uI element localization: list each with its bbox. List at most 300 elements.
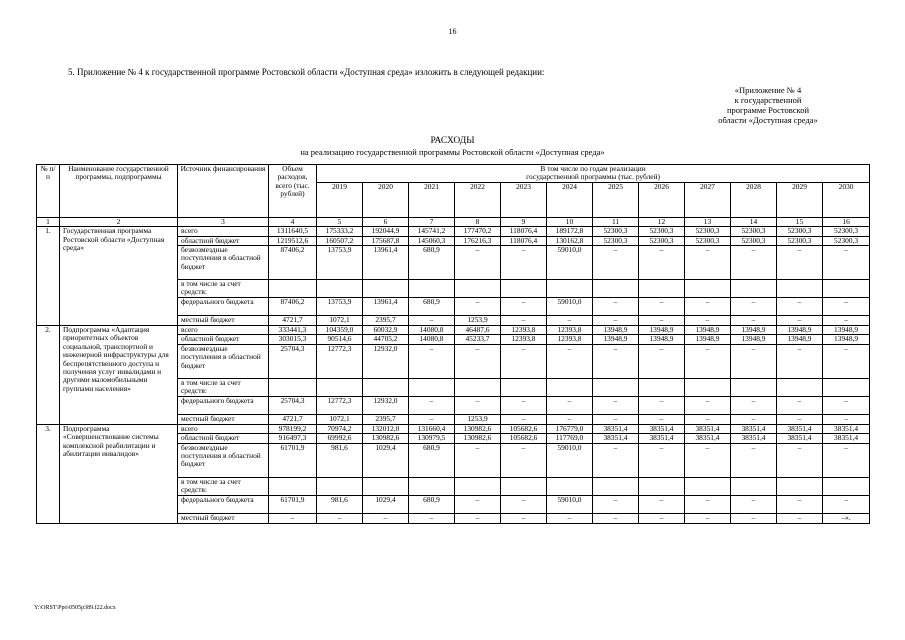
year-value-2026: – [639, 396, 685, 414]
year-value-2021: 130979,5 [409, 434, 455, 443]
year-header-2027: 2027 [685, 182, 731, 217]
year-value-2023: – [501, 344, 547, 378]
header-num: № п/п [37, 165, 60, 218]
row-number: 2. [37, 326, 60, 425]
program-name: Подпрограмма «Адаптация приоритетных объектов социальной, транспортной и инженерной инфраструктуры для беспрепятственного доступа и получения услуг инвалидами и другими маломобильными группами населения» [60, 326, 178, 425]
year-value-2028: – [731, 396, 777, 414]
year-value-2026: 13948,9 [639, 335, 685, 344]
year-value-2023: – [501, 414, 547, 424]
year-value-2029: – [777, 344, 823, 378]
year-value-2022: 177470,2 [455, 227, 501, 236]
year-value-2024: 59010,0 [547, 246, 593, 280]
table-title: РАСХОДЫ [430, 136, 475, 146]
year-value-2019: 69992,6 [317, 434, 363, 443]
year-value-2029 [777, 280, 823, 298]
year-value-2027: – [685, 246, 731, 280]
year-value-2030: – [823, 495, 870, 513]
header-row [37, 165, 870, 183]
total-value [269, 280, 317, 298]
intro-paragraph: 5. Приложение № 4 к государственной программе Ростовской области «Доступная среда» изложить в следующей редакции: [68, 67, 545, 77]
year-value-2023: 118076,4 [501, 236, 547, 245]
year-value-2021: – [409, 316, 455, 326]
year-value-2020: 1029,4 [363, 443, 409, 477]
year-value-2025: – [593, 495, 639, 513]
year-value-2025 [593, 477, 639, 495]
year-value-2020: 13961,4 [363, 298, 409, 316]
year-header-2030: 2030 [823, 182, 870, 217]
year-value-2025: – [593, 246, 639, 280]
year-value-2025: – [593, 344, 639, 378]
year-value-2029: – [777, 513, 823, 523]
year-value-2020: 2395,7 [363, 414, 409, 424]
total-value: 61701,9 [269, 495, 317, 513]
funding-source: федерального бюджета [178, 495, 269, 513]
year-value-2025 [593, 280, 639, 298]
year-value-2021: 131660,4 [409, 424, 455, 433]
year-value-2029: – [777, 396, 823, 414]
funding-source: всего [178, 424, 269, 433]
funding-source: местный бюджет [178, 513, 269, 523]
year-value-2021: 680,9 [409, 246, 455, 280]
year-value-2022: 1253,9 [455, 414, 501, 424]
year-value-2024 [547, 280, 593, 298]
year-value-2024: 59010,0 [547, 443, 593, 477]
year-value-2030: – [823, 414, 870, 424]
expenses-table [36, 164, 870, 524]
year-value-2030: –». [823, 513, 870, 523]
year-value-2028: 13948,9 [731, 326, 777, 335]
year-value-2023 [501, 477, 547, 495]
year-value-2019: 175333,2 [317, 227, 363, 236]
year-value-2025: – [593, 443, 639, 477]
year-value-2019: 13753,9 [317, 298, 363, 316]
year-value-2020: 130982,6 [363, 434, 409, 443]
header-name: Наименование государственной программы, подпрограммы [60, 165, 178, 218]
table-row [37, 227, 870, 236]
header-source: Источник финансирования [178, 165, 269, 218]
year-value-2020: 2395,7 [363, 316, 409, 326]
year-value-2021 [409, 477, 455, 495]
year-value-2025: 13948,9 [593, 326, 639, 335]
year-value-2027 [685, 280, 731, 298]
appendix-line: области «Доступная среда» [718, 115, 818, 125]
total-value: – [269, 513, 317, 523]
year-value-2019: 90514,6 [317, 335, 363, 344]
appendix-line: «Приложение № 4 [734, 85, 802, 95]
column-number: 12 [639, 217, 685, 226]
year-value-2021: 680,9 [409, 443, 455, 477]
funding-source: местный бюджет [178, 414, 269, 424]
row-number: 3. [37, 424, 60, 523]
year-value-2028: – [731, 246, 777, 280]
year-value-2026: 52300,3 [639, 227, 685, 236]
funding-source: в том числе за счет средств: [178, 477, 269, 495]
year-value-2024: 59010,0 [547, 298, 593, 316]
year-value-2024: 189172,8 [547, 227, 593, 236]
year-value-2028: – [731, 344, 777, 378]
year-value-2030: – [823, 344, 870, 378]
year-value-2029: – [777, 495, 823, 513]
year-value-2027: – [685, 513, 731, 523]
year-value-2019 [317, 477, 363, 495]
year-value-2025 [593, 378, 639, 396]
year-value-2025: – [593, 316, 639, 326]
year-value-2023 [501, 280, 547, 298]
year-value-2023: – [501, 246, 547, 280]
column-number: 5 [317, 217, 363, 226]
year-value-2029: 38351,4 [777, 434, 823, 443]
year-value-2029: 13948,9 [777, 326, 823, 335]
table-subtitle: на реализацию государственной программы Ростовской области «Доступная среда» [300, 147, 605, 157]
year-value-2024: 12393,8 [547, 335, 593, 344]
funding-source: безвозмездные поступления в областной бюджет [178, 344, 269, 378]
year-value-2025: 52300,3 [593, 227, 639, 236]
total-value: 1219512,6 [269, 236, 317, 245]
year-value-2019: 1072,1 [317, 414, 363, 424]
column-number: 11 [593, 217, 639, 226]
year-value-2019: 981,6 [317, 495, 363, 513]
total-value: 1311640,5 [269, 227, 317, 236]
year-value-2021: 145060,3 [409, 236, 455, 245]
year-value-2025: – [593, 414, 639, 424]
appendix-header [698, 85, 838, 125]
page-number: 16 [448, 27, 457, 36]
year-value-2026: – [639, 298, 685, 316]
year-value-2027: 13948,9 [685, 326, 731, 335]
year-value-2028: 38351,4 [731, 424, 777, 433]
year-value-2020: 192044,9 [363, 227, 409, 236]
column-number: 15 [777, 217, 823, 226]
column-number: 7 [409, 217, 455, 226]
year-value-2027 [685, 378, 731, 396]
year-value-2028: – [731, 495, 777, 513]
year-value-2027: 52300,3 [685, 236, 731, 245]
year-value-2028: – [731, 443, 777, 477]
year-value-2021: 680,9 [409, 298, 455, 316]
column-number: 1 [37, 217, 60, 226]
year-value-2020 [363, 280, 409, 298]
year-value-2020: 175687,8 [363, 236, 409, 245]
header-total: Объем расходов, всего (тыс. рублей) [269, 165, 317, 218]
total-value [269, 477, 317, 495]
year-value-2026: – [639, 495, 685, 513]
year-value-2024: 12393,8 [547, 326, 593, 335]
column-number: 9 [501, 217, 547, 226]
year-value-2023: – [501, 513, 547, 523]
year-value-2023: 12393,8 [501, 335, 547, 344]
year-value-2025: 38351,4 [593, 424, 639, 433]
funding-source: областной бюджет [178, 236, 269, 245]
year-value-2020: 44705,2 [363, 335, 409, 344]
year-value-2022: – [455, 396, 501, 414]
year-value-2022: 130982,6 [455, 434, 501, 443]
year-value-2020: 12932,0 [363, 396, 409, 414]
year-value-2022: 45233,7 [455, 335, 501, 344]
year-value-2028: 52300,3 [731, 227, 777, 236]
year-value-2030: 38351,4 [823, 434, 870, 443]
year-value-2026: 38351,4 [639, 434, 685, 443]
year-value-2022: – [455, 246, 501, 280]
year-value-2019: 104359,0 [317, 326, 363, 335]
year-value-2030: 38351,4 [823, 424, 870, 433]
year-value-2028: – [731, 298, 777, 316]
program-name: Государственная программа Ростовской области «Доступная среда» [60, 227, 178, 326]
year-value-2023: 105682,6 [501, 434, 547, 443]
year-value-2027: 52300,3 [685, 227, 731, 236]
year-value-2026: 13948,9 [639, 326, 685, 335]
total-value: 25704,3 [269, 396, 317, 414]
year-header-2028: 2028 [731, 182, 777, 217]
year-header-2025: 2025 [593, 182, 639, 217]
funding-source: местный бюджет [178, 316, 269, 326]
year-value-2030: 52300,3 [823, 236, 870, 245]
year-value-2030: 13948,9 [823, 326, 870, 335]
year-value-2022: 130982,6 [455, 424, 501, 433]
year-value-2030: – [823, 298, 870, 316]
year-value-2024 [547, 378, 593, 396]
year-value-2028 [731, 280, 777, 298]
year-value-2024: – [547, 316, 593, 326]
year-value-2029 [777, 477, 823, 495]
year-value-2028: 52300,3 [731, 236, 777, 245]
appendix-line: программе Ростовской [726, 105, 810, 115]
year-value-2028: – [731, 414, 777, 424]
year-value-2023: – [501, 495, 547, 513]
year-value-2024 [547, 477, 593, 495]
funding-source: в том числе за счет средств: [178, 378, 269, 396]
funding-source: в том числе за счет средств: [178, 280, 269, 298]
year-value-2021 [409, 280, 455, 298]
year-value-2027 [685, 477, 731, 495]
year-value-2028: – [731, 513, 777, 523]
year-value-2024: – [547, 513, 593, 523]
column-number: 3 [178, 217, 269, 226]
year-value-2026: – [639, 443, 685, 477]
year-value-2030 [823, 280, 870, 298]
year-value-2022 [455, 378, 501, 396]
year-value-2027: – [685, 344, 731, 378]
row-number: 1. [37, 227, 60, 326]
year-value-2028 [731, 378, 777, 396]
year-value-2030 [823, 378, 870, 396]
column-number: 14 [731, 217, 777, 226]
column-number: 2 [60, 217, 178, 226]
year-value-2029: – [777, 414, 823, 424]
table-row [37, 326, 870, 335]
year-value-2028 [731, 477, 777, 495]
year-value-2027: – [685, 443, 731, 477]
year-value-2029: – [777, 298, 823, 316]
year-value-2022: 1253,9 [455, 316, 501, 326]
year-value-2029: – [777, 443, 823, 477]
column-number: 6 [363, 217, 409, 226]
year-value-2025: 13948,9 [593, 335, 639, 344]
year-value-2024: 59010,0 [547, 495, 593, 513]
year-header-2023: 2023 [501, 182, 547, 217]
year-value-2023: – [501, 316, 547, 326]
year-value-2023: 118076,4 [501, 227, 547, 236]
year-value-2020: 12932,0 [363, 344, 409, 378]
total-value: 303015,3 [269, 335, 317, 344]
year-value-2026 [639, 477, 685, 495]
year-value-2026: – [639, 513, 685, 523]
year-value-2027: 38351,4 [685, 424, 731, 433]
year-value-2024: 176779,0 [547, 424, 593, 433]
year-value-2026 [639, 280, 685, 298]
year-value-2029: 38351,4 [777, 424, 823, 433]
year-value-2021 [409, 378, 455, 396]
column-number: 13 [685, 217, 731, 226]
funding-source: областной бюджет [178, 434, 269, 443]
year-header-2019: 2019 [317, 182, 363, 217]
year-value-2019 [317, 378, 363, 396]
year-value-2028: 13948,9 [731, 335, 777, 344]
year-value-2030 [823, 477, 870, 495]
column-numbers-row [37, 217, 870, 226]
year-value-2019: 12772,3 [317, 344, 363, 378]
year-value-2025: 52300,3 [593, 236, 639, 245]
year-header-2024: 2024 [547, 182, 593, 217]
funding-source: всего [178, 326, 269, 335]
year-value-2021: 145741,2 [409, 227, 455, 236]
year-value-2029: 52300,3 [777, 227, 823, 236]
year-value-2027: 13948,9 [685, 335, 731, 344]
year-value-2027: 38351,4 [685, 434, 731, 443]
year-value-2019: 981,6 [317, 443, 363, 477]
year-value-2025: 38351,4 [593, 434, 639, 443]
year-value-2030: – [823, 246, 870, 280]
year-value-2020: 132012,0 [363, 424, 409, 433]
year-value-2026: – [639, 344, 685, 378]
total-value: 4721,7 [269, 414, 317, 424]
year-value-2023: 105682,6 [501, 424, 547, 433]
year-value-2026: – [639, 246, 685, 280]
year-value-2020 [363, 477, 409, 495]
year-value-2030: – [823, 396, 870, 414]
total-value: 87406,2 [269, 298, 317, 316]
year-value-2020: – [363, 513, 409, 523]
program-name: Подпрограмма «Совершенствование системы комплексной реабилитации и абилитации инвалидов» [60, 424, 178, 523]
year-value-2022: – [455, 443, 501, 477]
funding-source: областной бюджет [178, 335, 269, 344]
funding-source: федерального бюджета [178, 396, 269, 414]
year-value-2021: – [409, 414, 455, 424]
year-value-2024: 117769,0 [547, 434, 593, 443]
year-value-2027: – [685, 414, 731, 424]
year-header-2022: 2022 [455, 182, 501, 217]
funding-source: федерального бюджета [178, 298, 269, 316]
year-value-2020 [363, 378, 409, 396]
year-value-2027: – [685, 298, 731, 316]
year-value-2023: – [501, 443, 547, 477]
year-value-2029 [777, 378, 823, 396]
funding-source: всего [178, 227, 269, 236]
year-value-2023: – [501, 396, 547, 414]
year-value-2022: – [455, 298, 501, 316]
column-number: 4 [269, 217, 317, 226]
year-value-2029: 13948,9 [777, 335, 823, 344]
year-value-2019: 12772,3 [317, 396, 363, 414]
year-header-2020: 2020 [363, 182, 409, 217]
year-value-2027: – [685, 316, 731, 326]
year-value-2029: – [777, 246, 823, 280]
year-value-2022: 176216,3 [455, 236, 501, 245]
year-value-2026: – [639, 316, 685, 326]
table-row [37, 424, 870, 433]
year-value-2019: 70974,2 [317, 424, 363, 433]
year-value-2023: 12393,8 [501, 326, 547, 335]
year-value-2022: – [455, 344, 501, 378]
year-value-2021: – [409, 396, 455, 414]
year-value-2019: – [317, 513, 363, 523]
year-value-2027: – [685, 396, 731, 414]
year-value-2030: – [823, 443, 870, 477]
year-value-2026 [639, 378, 685, 396]
year-value-2026: – [639, 414, 685, 424]
year-value-2029: 52300,3 [777, 236, 823, 245]
column-number: 8 [455, 217, 501, 226]
year-value-2030: – [823, 316, 870, 326]
total-value: 87406,2 [269, 246, 317, 280]
year-value-2022: – [455, 495, 501, 513]
year-value-2021: – [409, 344, 455, 378]
year-value-2025: – [593, 396, 639, 414]
year-value-2020: 1029,4 [363, 495, 409, 513]
year-value-2022: – [455, 513, 501, 523]
total-value: 4721,7 [269, 316, 317, 326]
year-value-2021: – [409, 513, 455, 523]
year-value-2020: 13961,4 [363, 246, 409, 280]
year-header-2021: 2021 [409, 182, 455, 217]
year-value-2026: 38351,4 [639, 424, 685, 433]
column-number: 16 [823, 217, 870, 226]
funding-source: безвозмездные поступления в областной бюджет [178, 443, 269, 477]
year-header-2029: 2029 [777, 182, 823, 217]
year-value-2022 [455, 477, 501, 495]
column-number: 10 [547, 217, 593, 226]
year-value-2022: 46487,6 [455, 326, 501, 335]
year-value-2020: 60032,9 [363, 326, 409, 335]
year-value-2030: 52300,3 [823, 227, 870, 236]
total-value [269, 378, 317, 396]
year-value-2027: – [685, 495, 731, 513]
year-value-2024: – [547, 414, 593, 424]
year-value-2019: 1072,1 [317, 316, 363, 326]
total-value: 916497,3 [269, 434, 317, 443]
funding-source: безвозмездные поступления в областной бюджет [178, 246, 269, 280]
year-value-2024: – [547, 344, 593, 378]
year-value-2026: 52300,3 [639, 236, 685, 245]
header-years-group: В том числе по годам реализации государственной программы (тыс. рублей) [317, 165, 870, 183]
file-path-footer: Y:\ORST\Ppo\0505p389.f22.docx [34, 605, 116, 611]
year-value-2028: 38351,4 [731, 434, 777, 443]
year-value-2019 [317, 280, 363, 298]
year-value-2024: – [547, 396, 593, 414]
year-value-2028: – [731, 316, 777, 326]
total-value: 978199,2 [269, 424, 317, 433]
year-value-2023 [501, 378, 547, 396]
year-value-2030: 13948,9 [823, 335, 870, 344]
year-value-2021: 680,9 [409, 495, 455, 513]
year-value-2021: 14080,8 [409, 326, 455, 335]
year-value-2029: – [777, 316, 823, 326]
total-value: 333441,3 [269, 326, 317, 335]
year-value-2024: 130162,8 [547, 236, 593, 245]
year-value-2025: – [593, 298, 639, 316]
year-value-2021: 14080,8 [409, 335, 455, 344]
year-header-2026: 2026 [639, 182, 685, 217]
year-value-2022 [455, 280, 501, 298]
